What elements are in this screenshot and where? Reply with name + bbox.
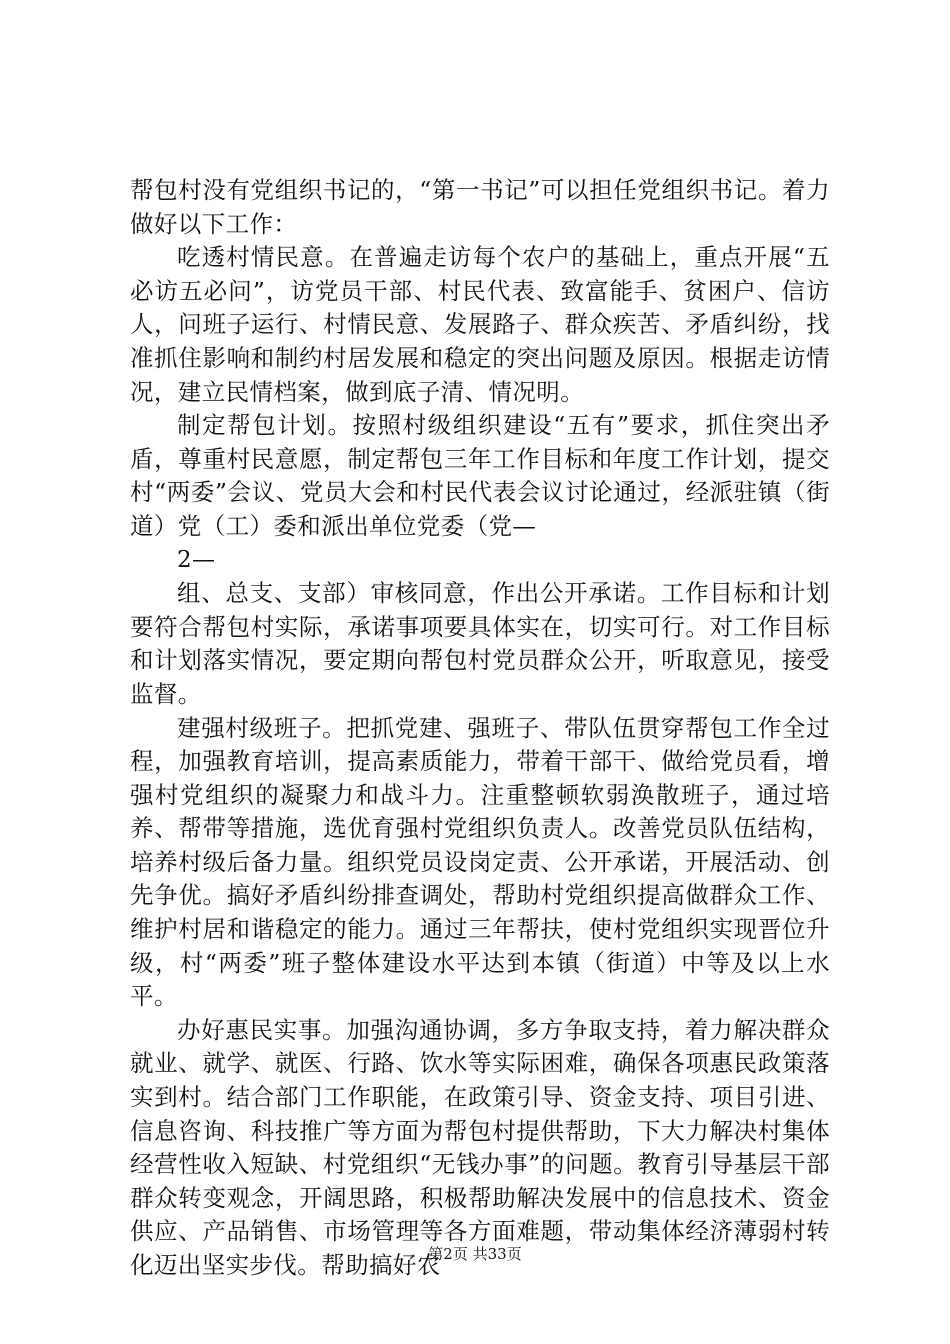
paragraph-5: 建强村级班子。把抓党建、强班子、带队伍贯穿帮包工作全过程，加强教育培训，提高素质能力，带着干部干、做给党员看，增强村党组织的凝聚力和战斗力。注重整顿软弱涣散班子，通过培养、帮带等措施，选优育强村党组织负责人。改善党员队伍结构，培养村级后备力量。组织党员设岗定责、公开承诺，开展活动、创先争优。搞好矛盾纠纷排查调处，帮助村党组织提高做群众工作、维护村居和谐稳定的能力。通过三年帮扶，使村党组织实现晋位升级，村“两委”班子整体建设水平达到本镇（街道）中等及以上水平。 [130,713,830,1011]
page-footer [0,1244,950,1264]
paragraph-1: 帮包村没有党组织书记的，“第一书记”可以担任党组织书记。着力做好以下工作： [130,176,830,238]
paragraph-4: 组、总支、支部）审核同意，作出公开承诺。工作目标和计划要符合帮包村实际，承诺事项要具体实在，切实可行。对工作目标和计划落实情况，要定期向帮包村党员群众公开，听取意见，接受监督。 [130,579,830,708]
paragraph-6: 办好惠民实事。加强沟通协调，多方争取支持，着力解决群众就业、就学、就医、行路、饮水等实际困难，确保各项惠民政策落实到村。结合部门工作职能，在政策引导、资金支持、项目引进、信息咨询、科技推广等方面为帮包村提供帮助，下大力解决村集体经营性收入短缺、村党组织“无钱办事”的问题。教育引导基层干部群众转变观念，开阔思路，积极帮助解决发展中的信息技术、资金供应、产品销售、市场管理等各方面难题，带动集体经济薄弱村转化迈出坚实步伐。帮助搞好农 [130,1015,830,1279]
inline-page-marker: 2— [177,546,216,573]
page-number-label: 第2页 共33页 [428,1245,522,1263]
paragraph-3: 制定帮包计划。按照村级组织建设“五有”要求，抓住突出矛盾，尊重村民意愿，制定帮包三年工作目标和年度工作计划，提交村“两委”会议、党员大会和村民代表会议讨论通过，经派驻镇（街道）党（工）委和派出单位党委（党— [130,411,830,540]
document-body [130,174,830,1283]
paragraph-2: 吃透村情民意。在普遍走访每个农户的基础上，重点开展“五必访五必问”，访党员干部、村民代表、致富能手、贫困户、信访人，问班子运行、村情民意、发展路子、群众疾苦、矛盾纠纷，找准抓住影响和制约村居发展和稳定的突出问题及原因。根据走访情况，建立民情档案，做到底子清、情况明。 [130,243,830,406]
